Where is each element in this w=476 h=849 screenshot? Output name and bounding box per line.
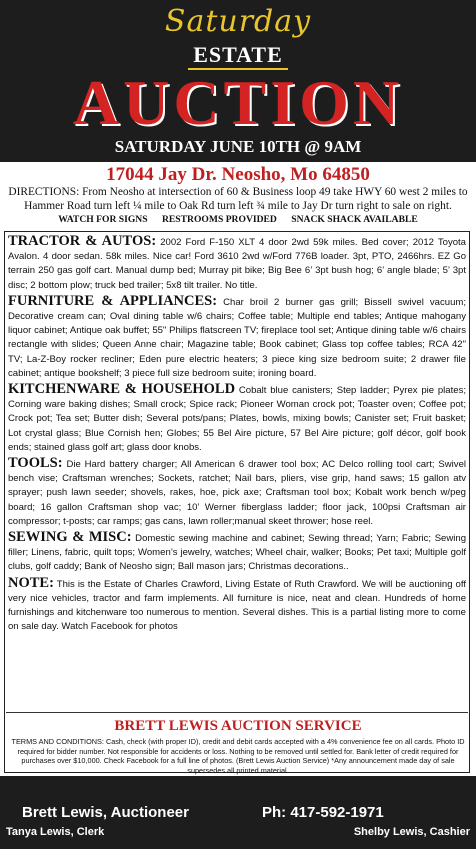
auction-service-name: BRETT LEWIS AUCTION SERVICE — [114, 718, 362, 734]
notice-signs: WATCH FOR SIGNS — [58, 214, 148, 225]
terms-conditions: TERMS AND CONDITIONS: Cash, check (with proper ID), credit and debit cards accepted with a 4% convenience fee on all cards. Photo ID required for bidder number. Not responsible for accidents or loss. Nothing to be removed until settled for. Bank letter of credit required for purchases over $10,000. Check Facebook for a full line of photos. (Brett Lewis Auction Service) *Any announcement made day of sale supersedes all printed material. — [11, 737, 465, 775]
header-banner — [0, 0, 476, 162]
section-heading: KITCHENWARE & HOUSEHOLD — [8, 381, 236, 398]
section-sewing-misc — [8, 530, 466, 575]
section-heading: SEWING & MISC: — [8, 529, 132, 546]
section-tractor-autos — [8, 234, 466, 293]
section-text: Cobalt blue canisters; Step ladder; Pyrex pie plates; Corning ware baking dishes; Small crock; Spice rack; Pioneer Woman crock pot; Toaster oven; Coffee pot; Crock pot; Tea set; Butter dish; Several pots/pans; Plates, bowls, mixing bowls; Canister set; Fruit basket; Lot crystal glass; Blue Cornish hen; Globes; 55 Bel Aire picture, 57 Bel Aire picture; golf décor, golf book ends; stained glass golf art; glass door knobs. — [8, 385, 466, 453]
section-heading: TOOLS: — [8, 455, 63, 472]
directions: DIRECTIONS: From Neosho at intersection of 60 & Business loop 49 take HWY 60 west 2 miles to Hammer Road turn left ¼ mile to Oak Rd turn left ¾ mile to Jay Dr turn right to sale on right. — [8, 186, 468, 212]
section-heading: TRACTOR & AUTOS: — [8, 233, 157, 249]
section-heading: FURNITURE & APPLIANCES: — [8, 292, 218, 309]
estate-label: ESTATE — [193, 42, 283, 67]
footer-banner — [0, 776, 476, 849]
section-text: This is the Estate of Charles Crawford, Living Estate of Ruth Crawford. We will be auctioning off very nice vehicles, tractor and farm implements. All furniture is nice, neat and clean. Hundreds of home furnishings and kitchenware too numerous to mention. Several dishes. This is a partial listing more to come on sale day. Watch Facebook for photos — [8, 578, 466, 633]
notice-restrooms: RESTROOMS PROVIDED — [161, 214, 277, 225]
sale-date: SATURDAY JUNE 10TH @ 9AM — [114, 137, 362, 156]
section-heading: NOTE: — [8, 574, 54, 591]
section-kitchenware — [8, 382, 466, 455]
section-tools — [8, 456, 466, 529]
clerk-name: Tanya Lewis, Clerk — [6, 826, 105, 838]
section-text: 2002 Ford F-150 XLT 4 door 2wd 59k miles. Bed cover; 2012 Toyota Avalon. 4 door sedan. 58k miles. Nice car! Ford 3610 2wd w/Ford 776B loader. 3pt, PTO, 2466hrs. EZ Go terrain 250 gas golf cart. Manual dump bed; Murray pit bike; Big Bee 6’ 3pt bush hog; 6’ angle blade; 5’ 3pt disc; 2 bottom plow; truck bed trailer; 5x8 tilt trailer. No title. — [8, 237, 466, 291]
auction-title: AUCTION — [72, 67, 404, 138]
section-note — [8, 576, 466, 635]
section-text: Char broil 2 burner gas grill; Bissell swivel vacuum; Decorative cream can; Oval dining table w/6 chairs; Coffee table; Multiple end tables; Antique mahogany liquor cabinet; Antique oak buffet; 55" Philips flatscreen TV; fireplace tool set; Antique dining table w/6 chairs rectangle with slides; Queen Anne chair; Magazine table; Book cabinet; Glass top coffee tables; RCA 42" TV; La-Z-Boy rocker recliner; Eden pure electric heaters; 3 piece king size bedroom suite; 2 drawer file cabinet; antique bookshelf; 3 piece full size bedroom suite; ironing board. — [8, 296, 466, 379]
divider — [6, 712, 468, 713]
section-furniture — [8, 294, 466, 381]
saturday-script: Saturday — [164, 4, 312, 39]
notice-snack: SNACK SHACK AVAILABLE — [291, 214, 418, 225]
section-text: Domestic sewing machine and cabinet; Sewing thread; Yarn; Fabric; Sewing filler; Linens, fabric, quilt tops; Women’s jewelry, watches; Wheel chair, walker; Books; Pet taxi; Multiple golf clubs, golf caddy; Bank of Neosho sign; Ball mason jars; Christmas decorations.. — [8, 533, 467, 573]
section-text: Die Hard battery charger; All American 6 drawer tool box; AC Delco rolling tool cart; Swivel bench vise; Craftsman wrenches; Sockets, ratchet; Nail bars, pliers, vise grip, hand saws; 15 gallon atv sprayer; push lawn seeder; shovels, rakes, hoe, pick axe; Craftsman tool box; Kobalt work bench w/peg board; 16 gallon Craftsman shop vac; 10’ Werner fiberglass ladder; floor jack, 100psi Craftsman air compressor; t-posts; car ramps; gas cans, lawn roller;manual skeet thrower; hose reel. — [8, 459, 467, 527]
auctioneer-name: Brett Lewis, Auctioneer — [22, 804, 189, 821]
notices — [0, 214, 476, 225]
sale-address: 17044 Jay Dr. Neosho, Mo 64850 — [106, 164, 370, 185]
phone-number: Ph: 417-592-1971 — [262, 804, 384, 821]
cashier-name: Shelby Lewis, Cashier — [353, 826, 470, 838]
listing-body — [8, 234, 466, 635]
